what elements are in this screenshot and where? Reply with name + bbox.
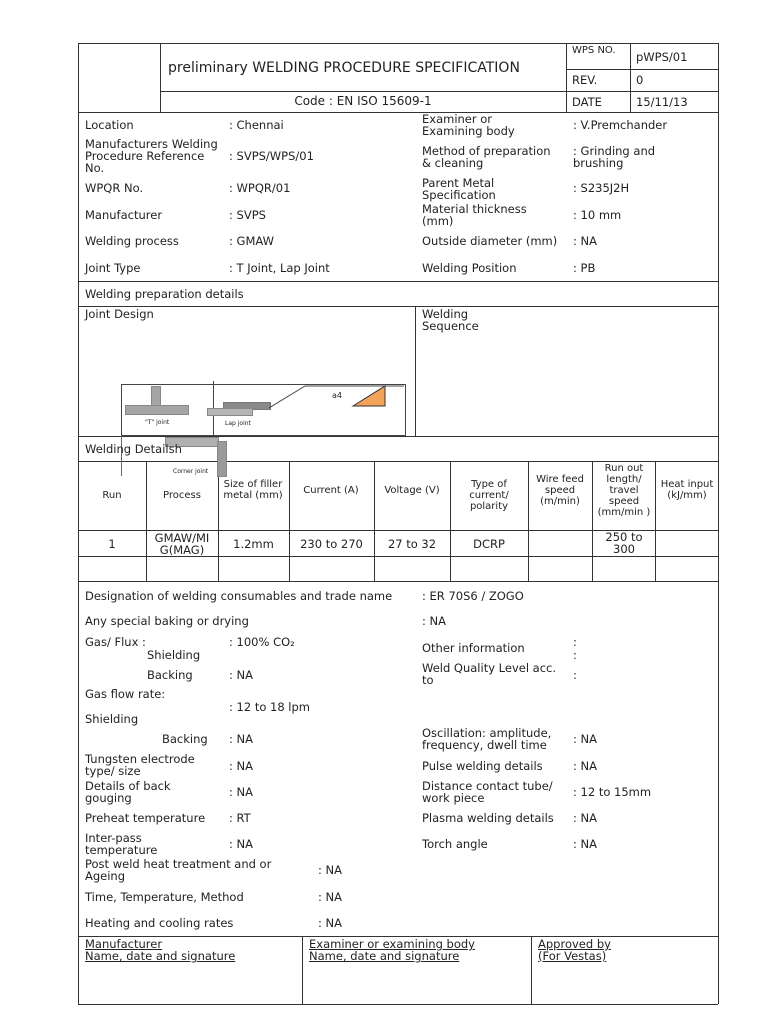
back-gouging-label: Details of back gouging [85,779,171,805]
lap-plate-bottom [207,408,253,416]
distance-value: : 12 to 15mm [573,785,652,799]
pulse-label: Pulse welding details [422,759,543,773]
heating-cooling-value: : NA [318,916,342,930]
col-current-type: Type of current/ polarity [469,479,509,512]
col-process: Process [163,490,201,501]
manufacturer-signature-sub: Name, date and signature [85,949,236,963]
wps-reference-label: Manufacturers Welding Procedure Reference No. [85,137,218,175]
corner-plate-vertical [217,441,227,477]
shielding-gas-value: : 100% CO₂ [229,635,295,649]
rev-label: REV. [572,73,598,87]
welding-position-label: Welding Position [422,261,517,275]
manufacturer-value: : SVPS [229,208,266,222]
manufacturer-label: Manufacturer [85,208,163,222]
preheat-value: : RT [229,811,251,825]
location-label: Location [85,118,134,132]
corner-joint-label: Corner joint [173,468,209,475]
manufacturer-signature-label: Manufacturer [85,937,163,951]
col-heat-input: Heat input (kJ/mm) [660,479,714,501]
details-section-title: Welding Detailsh [85,442,182,456]
cell-filler-size: 1.2mm [233,537,274,551]
parent-metal-label: Parent Metal Specification [422,176,496,202]
examiner-signature-label: Examiner or examining body [309,937,475,951]
tungsten-label: Tungsten electrode type/ size [85,752,195,778]
oscillation-value: : NA [573,732,597,746]
examiner-signature-sub: Name, date and signature [309,949,460,963]
examiner-label: Examiner or Examining body [422,112,515,138]
col-travel-speed: Run out length/ travel speed (mm/min ) [597,463,651,518]
designation-label: Designation of welding consumables and trade name [85,589,393,603]
material-thickness-label: Material thickness (mm) [422,202,527,228]
backing-gas-label: Backing [147,668,193,682]
col-wire-feed: Wire feed speed (m/min) [536,474,584,507]
gas-flux-label: Gas/ Flux : [85,635,146,649]
pwht-label: Post weld heat treatment and or Ageing [85,857,272,883]
outside-diameter-value: : NA [573,234,597,248]
t-joint-label: "T" joint [145,419,170,426]
preparation-method-label: Method of preparation & cleaning [422,144,551,170]
oscillation-label: Oscillation: amplitude, frequency, dwell time [422,726,552,752]
page-title: preliminary WELDING PROCEDURE SPECIFICATION [168,60,520,76]
wps-value: pWPS/01 [636,50,688,64]
col-run: Run [102,490,122,501]
preheat-label: Preheat temperature [85,811,206,825]
plasma-label: Plasma welding details [422,811,554,825]
baking-label: Any special baking or drying [85,614,249,628]
code-reference: Code : EN ISO 15609-1 [294,94,432,108]
gas-flow-shielding-value: : 12 to 18 lpm [229,700,311,714]
interpass-value: : NA [229,837,253,851]
location-value: : Chennai [229,118,284,132]
examiner-value: : V.Premchander [573,118,668,132]
heating-cooling-label: Heating and cooling rates [85,916,234,930]
parent-metal-value: : S235J2H [573,181,630,195]
distance-label: Distance contact tube/ work piece [422,779,553,805]
shielding-gas-label: Shielding [147,648,201,662]
wps-label: WPS NO. [572,45,616,56]
plasma-value: : NA [573,811,597,825]
col-filler-size: Size of filler metal (mm) [223,479,283,501]
gas-flow-label: Gas flow rate: [85,687,166,701]
plate-edge-line [269,386,305,408]
col-current: Current (A) [303,485,359,496]
baking-value: : NA [422,614,446,628]
cell-voltage: 27 to 32 [387,537,437,551]
interpass-label: Inter-pass temperature [85,831,158,857]
other-info-label: Other information [422,641,525,655]
tungsten-value: : NA [229,759,253,773]
pulse-value: : NA [573,759,597,773]
welding-sequence-label: Welding Sequence [422,307,479,333]
preparation-method-value: : Grinding and brushing [573,144,656,170]
torch-angle-label: Torch angle [422,837,488,851]
welding-process-label: Welding process [85,234,179,248]
quality-level-label: Weld Quality Level acc. to [422,661,557,687]
material-thickness-value: : 10 mm [573,208,622,222]
joint-diagram [121,381,406,477]
date-label: DATE [572,95,602,109]
date-value: 15/11/13 [636,95,688,109]
time-temp-label: Time, Temperature, Method [85,890,244,904]
throat-label: a4 [332,391,342,400]
fillet-weld-triangle [353,386,385,406]
outside-diameter-label: Outside diameter (mm) [422,234,558,248]
welding-process-value: : GMAW [229,234,274,248]
welding-position-value: : PB [573,261,596,275]
col-voltage: Voltage (V) [384,485,440,496]
gas-flow-backing-value: : NA [229,732,253,746]
cell-current: 230 to 270 [300,537,363,551]
torch-angle-value: : NA [573,837,597,851]
gas-flow-shielding-label: Shielding [85,712,139,726]
joint-type-label: Joint Type [85,261,141,275]
joint-design-label: Joint Design [85,307,154,321]
joint-type-value: : T Joint, Lap Joint [229,261,330,275]
wps-reference-value: : SVPS/WPS/01 [229,149,314,163]
time-temp-value: : NA [318,890,342,904]
pwht-value: : NA [318,863,342,877]
approved-by-sub: (For Vestas) [538,949,607,963]
cell-run: 1 [108,537,116,551]
wpqr-value: : WPQR/01 [229,181,291,195]
prep-section-title: Welding preparation details [85,287,244,301]
wpqr-label: WPQR No. [85,181,144,195]
rev-value: 0 [636,73,644,87]
t-joint-base [125,405,189,415]
gas-flow-backing-label: Backing [162,732,208,746]
cell-travel-speed: 250 to 300 [605,530,643,556]
cell-current-type: DCRP [473,537,505,551]
approved-by-label: Approved by [538,937,611,951]
back-gouging-value: : NA [229,785,253,799]
other-info-value: : [573,635,577,649]
designation-value: : ER 70S6 / ZOGO [422,589,524,603]
backing-gas-value: : NA [229,668,253,682]
quality-level-value: : [573,668,577,682]
other-info-value-2: : [573,648,577,662]
lap-joint-label: Lap joint [225,420,251,427]
cell-process: GMAW/MI G(MAG) [154,531,210,557]
